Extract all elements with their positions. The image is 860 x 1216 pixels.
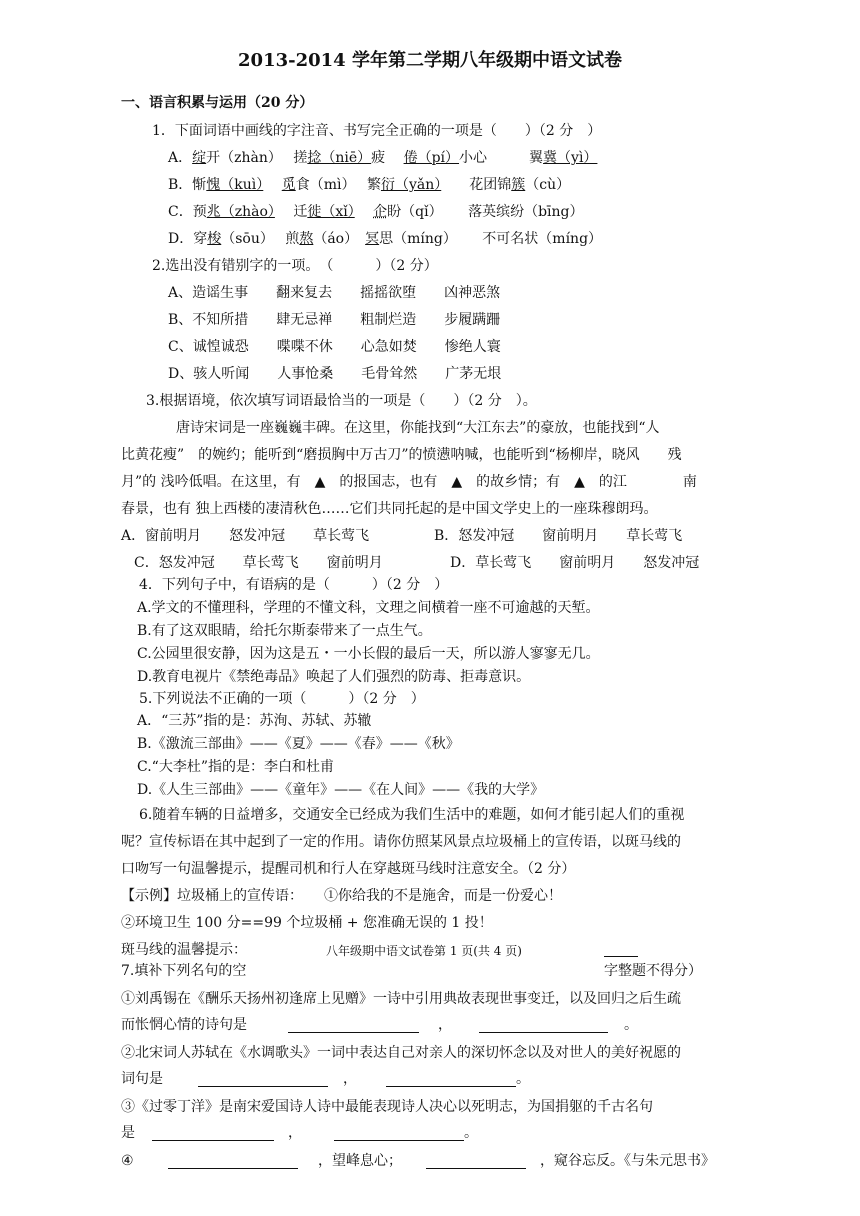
q7-stem-tail: 字整题不得分） <box>604 963 702 979</box>
q4-option-c: C.公园里很安静，因为这是五・一小长假的最后一天，所以游人寥寥无几。 <box>137 646 600 662</box>
page-footer: 八年级期中语文试卷第 1 页(共 4 页) <box>326 944 522 958</box>
q7-period: 。 <box>624 1017 638 1033</box>
q7-period: 。 <box>516 1071 530 1087</box>
q3-passage-line: 比黄花瘦” 的婉约；能听到“磨损胸中万古刀”的愤懑呐喊，也能听到“杨柳岸，晓风 残 <box>121 447 682 463</box>
q4-option-a: A.学文的不懂理科，学理的不懂文科，文理之间横着一座不可逾越的天堑。 <box>137 600 600 616</box>
q1-stem: 1．下面词语中画线的字注音、书写完全正确的一项是（ ）（2 分 ） <box>152 123 602 139</box>
q6-stem-line: 呢？宣传标语在其中起到了一定的作用。请你仿照某风景点垃圾桶上的宣传语，以斑马线的 <box>121 834 681 850</box>
answer-blank[interactable] <box>168 1167 298 1169</box>
answer-blank[interactable] <box>386 1085 516 1087</box>
q3-option-c: C．怒发冲冠 草长莺飞 窗前明月 <box>134 555 383 571</box>
q2-option-a: A、造谣生事 翻来复去 摇摇欲堕 凶神恶煞 <box>168 285 501 301</box>
q2-option-c: C、诚惶诚恐 喋喋不休 心急如焚 惨绝人寰 <box>168 339 501 355</box>
q2-option-d: D、骇人听闻 人事怆桑 毛骨耸然 广茅无垠 <box>168 366 502 382</box>
q3-passage-line: 唐诗宋词是一座巍巍丰碑。在这里，你能找到“大江东去”的豪放，也能找到“人 <box>176 420 660 436</box>
answer-blank[interactable] <box>152 1139 274 1141</box>
q7-comma: ， <box>288 1125 302 1141</box>
q3-option-d: D．草长莺飞 窗前明月 怒发冲冠 <box>450 555 700 571</box>
q7-stem: 7.填补下列名句的空 <box>121 963 247 979</box>
section-heading: 一、语言积累与运用（20 分） <box>121 95 314 111</box>
q5-option-c: C.“大李杜”指的是：李白和杜甫 <box>137 759 334 775</box>
q7-comma: ， <box>438 1017 452 1033</box>
q4-option-d: D.教育电视片《禁绝毒品》唤起了人们强烈的防毒、拒毒意识。 <box>137 669 531 685</box>
q3-option-a: A．窗前明月 怒发冲冠 草长莺飞 <box>121 528 370 544</box>
q7-comma: ， <box>343 1071 357 1087</box>
q3-passage-line: 月”的 浅吟低唱。在这里，有 ▲ 的报国志，也有 ▲ 的故乡情；有 ▲ 的江 南 <box>121 474 697 490</box>
q7-item-3-tail: 是 <box>121 1125 135 1141</box>
q7-item-3: ③《过零丁洋》是南宋爱国诗人诗中最能表现诗人决心以死明志，为国捐躯的千古名句 <box>121 1099 653 1115</box>
q7-period: 。 <box>464 1125 478 1141</box>
answer-blank[interactable] <box>198 1085 328 1087</box>
q5-option-b: B.《激流三部曲》——《夏》——《春》——《秋》 <box>137 736 460 752</box>
q2-stem: 2.选出没有错别字的一项。 （ ）（2 分） <box>152 258 438 274</box>
q2-option-b: B、不知所措 肆无忌禅 粗制烂造 步履蹒跚 <box>168 312 501 328</box>
q6-example-line: ②环境卫生 100 分==99 个垃圾桶 + 您准确无误的 1 投！ <box>121 915 493 931</box>
q5-option-d: D.《人生三部曲》——《童年》——《在人间》——《我的大学》 <box>137 782 545 798</box>
q5-option-a: A．“三苏”指的是：苏洵、苏轼、苏辙 <box>137 713 372 729</box>
q7-item-4-mid: ，望峰息心； <box>318 1153 402 1169</box>
q6-answer-label: 斑马线的温馨提示： <box>121 942 247 958</box>
q4-option-b: B.有了这双眼睛，给托尔斯泰带来了一点生气。 <box>137 623 432 639</box>
q4-stem: 4．下列句子中，有语病的是（ ）（2 分 ） <box>139 577 449 593</box>
answer-blank[interactable] <box>288 1031 419 1033</box>
q6-example-line: 【示例】垃圾桶上的宣传语： ①你给我的不是施舍，而是一份爱心！ <box>121 888 562 904</box>
q7-item-4-number: ④ <box>121 1153 134 1169</box>
q3-stem: 3.根据语境，依次填写词语最恰当的一项是（ ）（2 分 ）。 <box>146 393 537 409</box>
q1-option-d: D．穿梭（sōu） 煎熬（áo） 冥思（míng） 不可名状（míng） <box>168 231 603 247</box>
exam-title: 2013-2014 学年第二学期八年级期中语文试卷 <box>238 50 622 71</box>
q1-option-c: C．预兆（zhào） 迁徙（xǐ） 企盼（qǐ） 落英缤纷（bīng） <box>168 204 584 220</box>
q3-passage-line: 春景，也有 独上西楼的凄清秋色……它们共同托起的是中国文学史上的一座珠穆朗玛。 <box>121 501 658 517</box>
q6-stem-line: 6.随着车辆的日益增多，交通安全已经成为我们生活中的难题，如何才能引起人们的重视 <box>139 807 685 823</box>
answer-blank[interactable] <box>604 955 638 957</box>
q1-option-a: A．绽开（zhàn） 搓捻（niē）疲 倦（pí）小心 翼冀（yì） <box>168 150 598 166</box>
answer-blank[interactable] <box>426 1167 526 1169</box>
q7-item-2-tail: 词句是 <box>121 1071 163 1087</box>
q7-item-2: ②北宋词人苏轼在《水调歌头》一词中表达自己对亲人的深切怀念以及对世人的美好祝愿的 <box>121 1045 681 1061</box>
q3-option-b: B．怒发冲冠 窗前明月 草长莺飞 <box>434 528 683 544</box>
q7-item-1: ①刘禹锡在《酬乐天扬州初逢席上见赠》一诗中引用典故表现世事变迁，以及回归之后生疏 <box>121 991 681 1007</box>
q7-item-4-end: ，窥谷忘反。《与朱元思书》 <box>540 1153 715 1169</box>
answer-blank[interactable] <box>334 1139 464 1141</box>
q1-option-b: B．惭愧（kuì） 觅食（mì） 繁衍（yǎn） 花团锦簇（cù） <box>168 177 571 193</box>
answer-blank[interactable] <box>479 1031 608 1033</box>
q7-item-1-tail: 而怅惘心情的诗句是 <box>121 1017 247 1033</box>
q6-stem-line: 口吻写一句温馨提示，提醒司机和行人在穿越斑马线时注意安全。（2 分） <box>121 861 576 877</box>
q5-stem: 5.下列说法不正确的一项（ ）（2 分 ） <box>139 691 425 707</box>
